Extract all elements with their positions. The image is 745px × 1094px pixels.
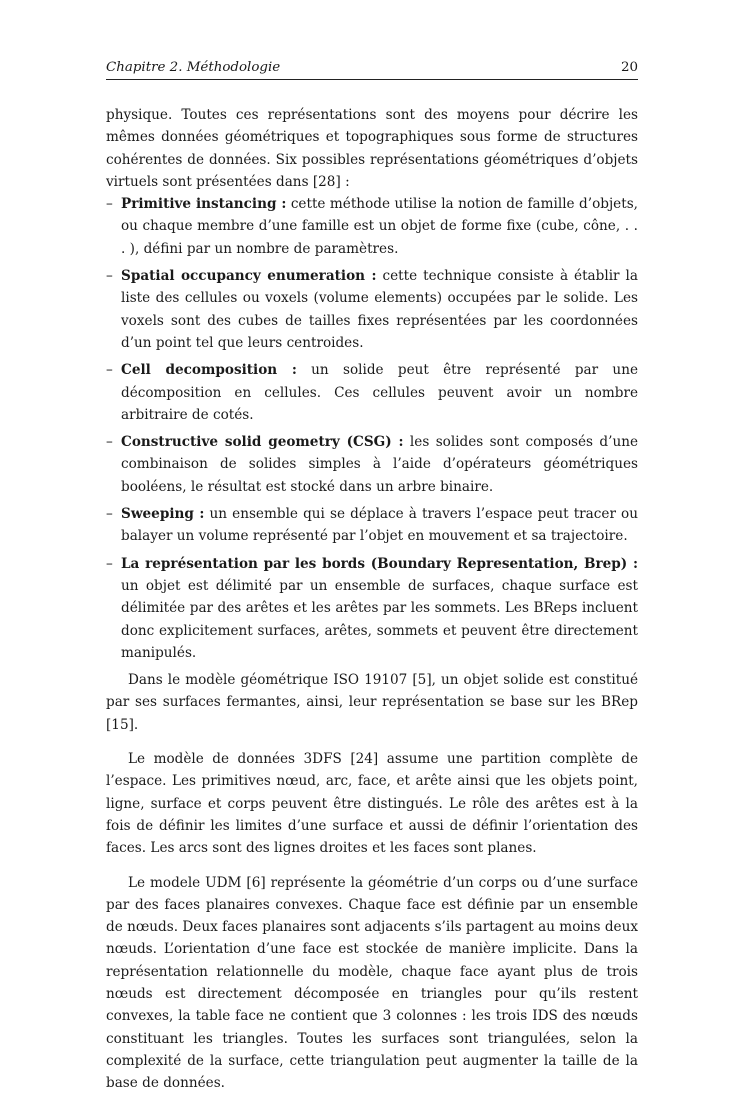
list-item-text: un objet est délimité par un ensemble de surfaces, chaque surface est délimitée par des arêtes et les arêtes par les sommets. Les BReps incluent donc explicitement surfaces, arêtes, sommets et peuvent être directement manipulés. bbox=[121, 578, 638, 661]
intro-paragraph: physique. Toutes ces représentations sont des moyens pour décrire les mêmes données géométriques et topographiques sous forme de structures cohérentes de données. Six possibles représentations géométriques d’objets virtuels sont présentées dans [28] : bbox=[106, 104, 638, 193]
list-item-text: cette méthode utilise la notion de famille d’objets, ou chaque membre d’une famille est un objet de forme fixe (cube, cône, . . . ), défini par un nombre de paramètres. bbox=[121, 196, 638, 257]
list-bullet: – bbox=[106, 265, 113, 287]
list-item-text: les solides sont composés d’une combinaison de solides simples à l’aide d’opérateurs géométriques booléens, le résultat est stocké dans un arbre binaire. bbox=[121, 434, 638, 495]
list-bullet: – bbox=[106, 193, 113, 215]
page bbox=[106, 58, 638, 1094]
representation-list bbox=[106, 193, 638, 664]
list-bullet: – bbox=[106, 431, 113, 453]
running-header bbox=[106, 58, 638, 80]
list-item-text: cette technique consiste à établir la liste des cellules ou voxels (volume elements) occupées par le solide. Les voxels sont des cubes de tailles fixes représentées par les coordonnées d’un point tel que leurs centroides. bbox=[121, 268, 638, 351]
body-text bbox=[106, 104, 638, 1094]
udm-paragraph: Le modele UDM [6] représente la géométrie d’un corps ou d’une surface par des faces planaires convexes. Chaque face est définie par un ensemble de nœuds. Deux faces planaires sont adjacents s’ils partagent au moins deux nœuds. L’orientation d’une face est stockée de manière implicite. Dans la représentation relationnelle du modèle, chaque face ayant plus de trois nœuds est directement décomposée en triangles pour qu’ils restent convexes, la table face ne contient que 3 colonnes : les trois IDS des nœuds constituant les triangles. Toutes les surfaces sont triangulées, selon la complexité de la surface, cette triangulation peut augmenter la taille de la base de données. bbox=[106, 872, 638, 1094]
list-item bbox=[106, 503, 638, 548]
list-item bbox=[106, 431, 638, 498]
list-item bbox=[106, 553, 638, 664]
list-bullet: – bbox=[106, 503, 113, 525]
3dfs-paragraph: Le modèle de données 3DFS [24] assume une partition complète de l’espace. Les primitives nœud, arc, face, et arête ainsi que les objets point, ligne, surface et corps peuvent être distingués. Le rôle des arêtes est à la fois de définir les limites d’une surface et aussi de définir l’orientation des faces. Les arcs sont des lignes droites et les faces sont planes. bbox=[106, 748, 638, 859]
list-item-text: un solide peut être représenté par une décomposition en cellules. Ces cellules peuvent avoir un nombre arbitraire de cotés. bbox=[121, 362, 638, 423]
list-bullet: – bbox=[106, 553, 113, 575]
list-item-term: Primitive instancing : bbox=[121, 196, 286, 212]
list-item bbox=[106, 359, 638, 426]
list-item-term: Cell decomposition : bbox=[121, 362, 297, 378]
list-item-term: Constructive solid geometry (CSG) : bbox=[121, 434, 404, 450]
chapter-title: Chapitre 2. Méthodologie bbox=[106, 58, 280, 78]
page-number: 20 bbox=[621, 58, 638, 78]
list-item-term: La représentation par les bords (Boundary Representation, Brep) : bbox=[121, 556, 638, 572]
list-item-term: Spatial occupancy enumeration : bbox=[121, 268, 376, 284]
iso-paragraph: Dans le modèle géométrique ISO 19107 [5], un objet solide est constitué par ses surfaces fermantes, ainsi, leur représentation se base sur les BRep [15]. bbox=[106, 669, 638, 736]
list-item bbox=[106, 265, 638, 354]
list-item bbox=[106, 193, 638, 260]
list-bullet: – bbox=[106, 359, 113, 381]
list-item-text: un ensemble qui se déplace à travers l’espace peut tracer ou balayer un volume représenté par l’objet en mouvement et sa trajectoire. bbox=[121, 506, 638, 544]
list-item-term: Sweeping : bbox=[121, 506, 204, 522]
